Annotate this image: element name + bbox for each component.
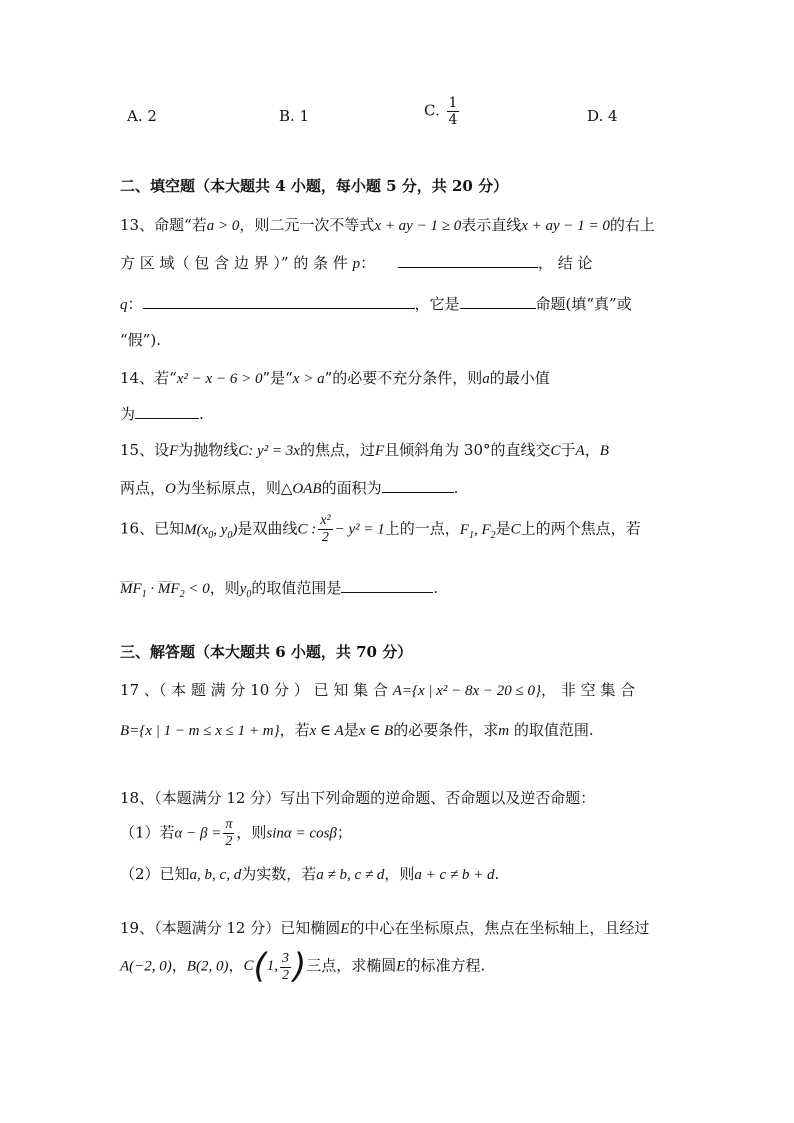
q16-m-part: M(x [184, 521, 209, 538]
vector-label: MF [157, 581, 180, 597]
q13-line3 [120, 294, 632, 315]
answer-blank-q14[interactable] [135, 404, 199, 419]
q15-text: 两点， [120, 479, 166, 497]
q13-condition: a > 0 [206, 218, 240, 234]
q16-text: 16、已知 [120, 519, 185, 538]
answer-blank-p[interactable] [398, 253, 538, 268]
q13-line4: “假”). [120, 331, 161, 349]
q15-text: 为坐标原点，则△ [175, 479, 293, 497]
q18-text: （2）已知 [120, 865, 190, 883]
q19-line1 [120, 918, 649, 939]
q13-text: 表示直线 [461, 216, 522, 234]
q18-condition: a ≠ b, c ≠ d [316, 867, 385, 883]
q15-var: B [599, 443, 609, 459]
point-c [243, 947, 307, 987]
q13-text: ： [127, 295, 143, 313]
q15-text: . [453, 479, 459, 497]
q14-inequality-1: x² − x − 6 > 0 [176, 371, 263, 387]
choice-c-fraction [447, 96, 460, 127]
q17-text: 的必要条件，求 [393, 721, 499, 739]
answer-blank-q16[interactable] [341, 578, 433, 593]
q17-line1 [120, 680, 635, 701]
q16-text: ，则 [209, 579, 240, 597]
q16-foci [459, 521, 496, 541]
choice-a: A. 2 [127, 107, 157, 125]
q19-var: E [340, 921, 350, 937]
fraction-numerator: π [225, 817, 233, 832]
fraction-numerator: 1 [448, 95, 458, 111]
q18-text: （1）若 [120, 823, 175, 842]
q15-text: 的焦点，过 [299, 441, 375, 459]
q18-vars: a, b, c, d [189, 867, 242, 883]
fraction-denominator: 2 [282, 967, 289, 983]
point-c-fraction [280, 952, 291, 983]
q16-text: 的取值范围是 [251, 579, 342, 597]
q17-set-a: A={x | x² − 8x − 20 ≤ 0} [392, 683, 542, 699]
q15-text: 于 [560, 441, 576, 459]
subscript: 0 [246, 589, 252, 600]
q17-var-m: m [498, 723, 510, 739]
answer-blank-q[interactable] [143, 294, 415, 309]
subscript: 1 [468, 529, 474, 541]
q16-foci-part: F [459, 521, 469, 538]
fraction-denominator: 4 [448, 112, 458, 128]
q15-var: A [575, 443, 585, 459]
q14-text: ”是“ [262, 369, 293, 387]
q15-line2 [120, 478, 458, 499]
subscript: 0 [208, 529, 214, 541]
q19-line2 [120, 947, 486, 987]
q13-line2 [120, 253, 592, 274]
choice-c [424, 96, 461, 127]
q13-text: ，它是 [414, 295, 460, 313]
q18-text: ； [336, 823, 352, 842]
q13-text: 方 区 域（ 包 含 边 界 ）” 的 条 件 [120, 254, 348, 272]
section3-heading: 三、解答题（本大题共 6 小题，共 70 分） [120, 643, 413, 661]
q15-text: ， [584, 441, 600, 459]
q13-text: ，则二元一次不等式 [239, 216, 375, 234]
q16-foci-part: , F [473, 521, 491, 538]
q16-y0-var: y [239, 581, 247, 597]
q13-line1 [120, 215, 655, 236]
q16-line2 [120, 578, 438, 599]
dot-operator: · [146, 581, 158, 597]
q13-text: 13、命题“若 [120, 216, 207, 234]
q13-var-p: p [352, 256, 361, 272]
q18-text: 为实数，若 [241, 865, 317, 883]
q16-curve-rest: − y² = 1 [334, 521, 385, 538]
q18-fraction [223, 818, 234, 849]
q15-var: C [550, 443, 561, 459]
q14-var: a [482, 371, 490, 387]
q17-set-b: B={x | 1 − m ≤ x ≤ 1 + m} [120, 723, 280, 739]
q18-result: a + c ≠ b + d [414, 867, 495, 883]
q19-text: 的标准方程. [405, 956, 486, 975]
q14-text: . [199, 405, 204, 423]
q14-text: 14、若“ [120, 369, 177, 387]
vector-label: MF [120, 581, 142, 597]
q14-text: 为 [120, 405, 136, 423]
q14-text: ”的必要不充分条件，则 [324, 369, 483, 387]
q18-equation: α − β = [174, 825, 222, 842]
q19-var: E [396, 958, 406, 975]
q13-text: ： [360, 254, 376, 272]
q16-fraction [318, 514, 332, 545]
q13-text: 命题(填“真”或 [535, 295, 632, 313]
q15-var: F [374, 443, 385, 459]
fraction-denominator: 2 [321, 530, 329, 545]
choice-c-label: C. [424, 101, 440, 120]
q15-parabola: C: y² = 3x [238, 443, 300, 459]
choice-b: B. 1 [279, 107, 310, 125]
q16-curve-name: C : [297, 521, 317, 538]
q18-text: ，则 [384, 865, 415, 883]
section2-heading: 二、填空题（本大题共 4 小题，每小题 5 分，共 20 分） [120, 177, 509, 195]
q17-text: ， 非 空 集 合 [541, 681, 636, 699]
q19-text: 三点，求椭圆 [306, 956, 397, 975]
q14-line1 [120, 368, 550, 389]
q19-text: ， [228, 956, 244, 975]
fraction-numerator: 3 [282, 950, 289, 966]
q16-y0 [239, 581, 252, 600]
right-paren: ) [293, 947, 307, 987]
q16-m-part: , y [213, 521, 228, 538]
q15-text: 为抛物线 [178, 441, 239, 459]
q17-text: 的取值范围. [509, 721, 594, 739]
q16-text: 上的一点， [384, 519, 460, 538]
vector-mf1 [120, 579, 147, 599]
q18-equation: sinα = cosβ [266, 825, 337, 842]
q15-text: 15、设 [120, 441, 170, 459]
choice-d: D. 4 [587, 107, 618, 125]
q13-var-q: q [120, 297, 128, 313]
subscript: 0 [227, 529, 233, 541]
q15-text: 的面积为 [321, 479, 382, 497]
q13-text: 的右上 [609, 216, 655, 234]
q18-line1: 18、（本题满分 12 分）写出下列命题的逆命题、否命题以及逆否命题： [120, 789, 596, 807]
fraction-denominator: 2 [225, 834, 233, 849]
q16-point-m [184, 521, 238, 541]
q16-text: . [433, 579, 439, 597]
q18-item2 [120, 864, 499, 885]
point-c-x: 1, [266, 958, 278, 975]
q16-m-part: ) [232, 521, 238, 538]
point-b: B(2, 0) [186, 958, 229, 975]
q14-line2 [120, 404, 204, 424]
q15-var: O [165, 481, 176, 497]
q17-text: 17 、（ 本 题 满 分 10 分 ） 已 知 集 合 [120, 681, 388, 699]
less-than-zero: < 0 [184, 581, 210, 597]
point-a: A(−2, 0) [120, 958, 172, 975]
q15-triangle: OAB [292, 481, 322, 497]
q15-var: F [169, 443, 179, 459]
q13-inequality: x + ay − 1 ≥ 0 [374, 218, 462, 234]
subscript: 1 [141, 589, 147, 600]
q16-dot-product [120, 581, 210, 600]
q19-text: 19、（本题满分 12 分）已知椭圆 [120, 919, 341, 937]
q15-line1 [120, 440, 609, 461]
q16-text: 是 [495, 519, 511, 538]
fraction-numerator: x² [320, 513, 331, 528]
q14-text: 的最小值 [489, 369, 550, 387]
q19-text: ， [171, 956, 187, 975]
q18-item1 [120, 818, 352, 849]
q17-text: ，若 [279, 721, 310, 739]
q17-text: 是 [343, 721, 359, 739]
q16-line1 [120, 514, 641, 545]
vector-mf2 [158, 579, 185, 599]
left-paren: ( [253, 947, 267, 987]
q13-line-eq: x + ay − 1 = 0 [521, 218, 610, 234]
q18-text: ，则 [236, 823, 267, 842]
q13-text: ， 结 论 [537, 254, 593, 272]
q16-text: 是双曲线 [237, 519, 298, 538]
q19-text: 的中心在坐标原点，焦点在坐标轴上，且经过 [349, 919, 650, 937]
q16-var: C [510, 521, 521, 538]
answer-blank-truth[interactable] [460, 294, 536, 309]
q18-text: . [494, 865, 500, 883]
subscript: 2 [179, 589, 185, 600]
subscript: 2 [490, 529, 496, 541]
q16-text: 上的两个焦点，若 [520, 519, 641, 538]
q14-inequality-2: x > a [292, 371, 325, 387]
answer-blank-q15[interactable] [382, 478, 454, 493]
q17-x-in-b: x ∈ B [358, 723, 394, 739]
q15-text: 且倾斜角为 30°的直线交 [384, 441, 551, 459]
q17-x-in-a: x ∈ A [309, 723, 344, 739]
point-c-label: C [243, 958, 254, 975]
q17-line2 [120, 720, 594, 741]
